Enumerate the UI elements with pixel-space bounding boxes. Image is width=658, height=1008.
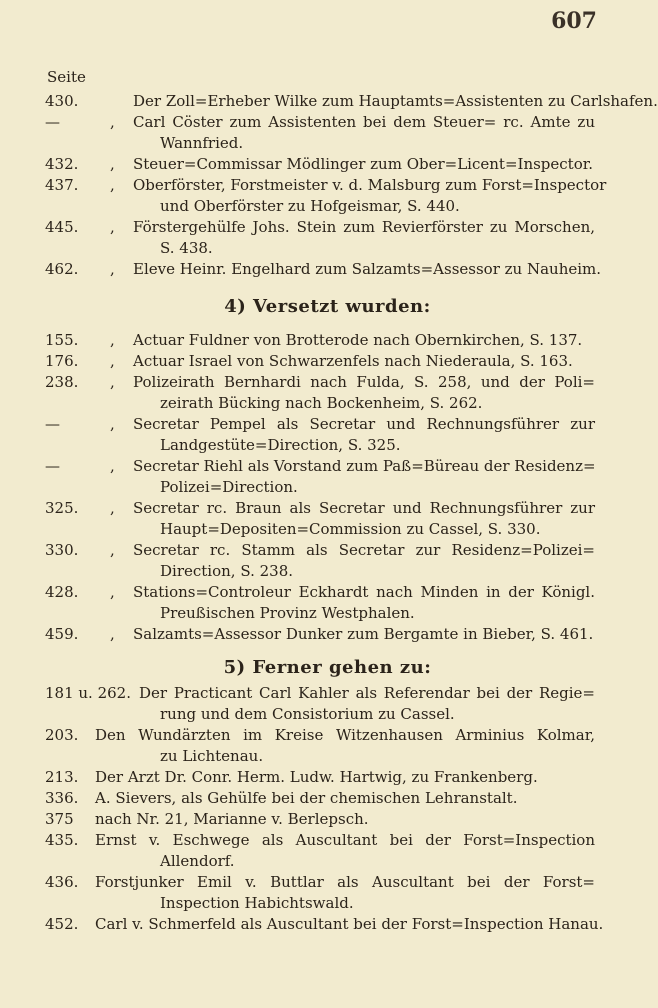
entry-text: Eleve Heinr. Engelhard zum Salzamts=Assessor zu Nauheim. — [133, 260, 602, 278]
entry-line — [0, 830, 655, 851]
list-entry — [0, 154, 655, 175]
list-entry — [0, 540, 655, 582]
entry-text: zeirath Bücking nach Bockenheim, S. 262. — [160, 394, 483, 412]
ditto-mark: , — [110, 218, 115, 236]
list-entry — [0, 351, 655, 372]
entry-text: Haupt=Depositen=Commission zu Cassel, S. 330. — [160, 520, 541, 538]
entry-text: Polizei=Direction. — [160, 478, 298, 496]
entry-page-number: 430. — [45, 92, 79, 110]
entry-line — [0, 112, 655, 133]
entry-text: Salzamts=Assessor Dunker zum Bergamte in Bieber, S. 461. — [133, 625, 594, 643]
entry-text: Förstergehülfe Johs. Stein zum Revierförster zu Morschen, — [133, 218, 595, 236]
list-entry — [0, 456, 655, 498]
entry-page-number: 213. — [45, 768, 79, 786]
entry-text: Direction, S. 238. — [160, 562, 294, 580]
entry-text: Der Zoll=Erheber Wilke zum Hauptamts=Assistenten zu Carlshafen. — [133, 92, 658, 110]
entry-text: Wannfried. — [160, 134, 244, 152]
entry-text: Actuar Israel von Schwarzenfels nach Niederaula, S. 163. — [133, 352, 573, 370]
entry-line — [0, 330, 655, 351]
list-entry — [0, 259, 655, 280]
entry-text: Stations=Controleur Eckhardt nach Minden in der Königl. — [133, 583, 595, 601]
entry-text: Preußischen Provinz Westphalen. — [160, 604, 415, 622]
entry-text: nach Nr. 21, Marianne v. Berlepsch. — [95, 810, 369, 828]
entry-text: Carl Cöster zum Assistenten bei dem Steuer= rc. Amte zu — [133, 113, 595, 131]
entry-line — [0, 259, 655, 280]
ditto-mark: , — [110, 155, 115, 173]
entry-page-number: 238. — [45, 373, 79, 391]
list-entry — [0, 498, 655, 540]
entry-page-number: 462. — [45, 260, 79, 278]
entry-text: Secretar Pempel als Secretar und Rechnungsführer zur — [133, 415, 595, 433]
list-entry — [0, 914, 655, 935]
section-heading-transfers: 4) Versetzt wurden: — [224, 296, 431, 317]
ditto-mark: , — [110, 176, 115, 194]
entry-page-number: 155. — [45, 331, 79, 349]
entry-line — [0, 477, 655, 498]
entry-line — [0, 196, 655, 217]
list-entry — [0, 830, 655, 872]
ditto-mark: , — [110, 331, 115, 349]
entry-text: Allendorf. — [160, 852, 235, 870]
entry-text: Carl v. Schmerfeld als Auscultant bei der Forst=Inspection Hanau. — [95, 915, 604, 933]
entry-text: Landgestüte=Direction, S. 325. — [160, 436, 401, 454]
entry-line — [0, 914, 655, 935]
entry-text: zu Lichtenau. — [160, 747, 264, 765]
entry-text: Ernst v. Eschwege als Auscultant bei der Forst=Inspection — [95, 831, 595, 849]
entry-line — [0, 893, 655, 914]
entry-page-number: 203. — [45, 726, 79, 744]
entry-page-number: 428. — [45, 583, 79, 601]
entry-line — [0, 767, 655, 788]
entry-page-number: — — [45, 113, 60, 131]
entry-text: Secretar rc. Braun als Secretar und Rechnungsführer zur — [133, 499, 595, 517]
entry-line — [0, 91, 658, 112]
entry-page-number: — — [45, 415, 60, 433]
entry-page-number: 452. — [45, 915, 79, 933]
entry-line — [0, 788, 655, 809]
entry-text: rung und dem Consistorium zu Cassel. — [160, 705, 455, 723]
ditto-mark: , — [110, 541, 115, 559]
entry-text: Den Wundärzten im Kreise Witzenhausen Arminius Kolmar, — [95, 726, 595, 744]
ditto-mark: , — [110, 260, 115, 278]
ditto-mark: , — [110, 352, 115, 370]
entry-text: S. 438. — [160, 239, 213, 257]
entry-page-number: 432. — [45, 155, 79, 173]
entry-page-number: — — [45, 457, 60, 475]
entry-page-number: 445. — [45, 218, 79, 236]
ditto-mark: , — [110, 625, 115, 643]
entry-page-number: 459. — [45, 625, 79, 643]
entry-text: Inspection Habichtswald. — [160, 894, 354, 912]
entry-line — [0, 435, 655, 456]
entry-line — [0, 238, 655, 259]
entry-page-number: 375 — [45, 810, 74, 828]
entry-line — [0, 414, 655, 435]
ditto-mark: , — [110, 373, 115, 391]
ditto-mark: , — [110, 113, 115, 131]
entry-text: A. Sievers, als Gehülfe bei der chemischen Lehranstalt. — [95, 789, 518, 807]
entry-text: Der Practicant Carl Kahler als Referendar bei der Regie= — [139, 684, 595, 702]
ditto-mark: , — [110, 499, 115, 517]
entry-line — [0, 540, 655, 561]
entry-text: Der Arzt Dr. Conr. Herm. Ludw. Hartwig, zu Frankenberg. — [95, 768, 538, 786]
list-entry — [0, 767, 655, 788]
column-label: Seite — [47, 68, 86, 86]
entry-line — [0, 809, 655, 830]
list-entry — [0, 582, 655, 624]
entry-line — [0, 683, 655, 704]
entry-text: und Oberförster zu Hofgeismar, S. 440. — [160, 197, 460, 215]
entry-text: Actuar Fuldner von Brotterode nach Obernkirchen, S. 137. — [133, 331, 583, 349]
ditto-mark: , — [110, 583, 115, 601]
entry-line — [0, 704, 655, 725]
entry-text: Steuer=Commissar Mödlinger zum Ober=Licent=Inspector. — [133, 155, 594, 173]
entry-text: Polizeirath Bernhardi nach Fulda, S. 258, und der Poli= — [133, 373, 595, 391]
entry-page-number: 336. — [45, 789, 79, 807]
list-entry — [0, 112, 655, 154]
entry-line — [0, 154, 655, 175]
entry-line — [0, 582, 655, 603]
entry-line — [0, 393, 655, 414]
entry-page-number: 435. — [45, 831, 79, 849]
section-heading-further: 5) Ferner gehen zu: — [223, 657, 432, 678]
entry-line — [0, 561, 655, 582]
entry-text: Secretar Riehl als Vorstand zum Paß=Büreau der Residenz= — [133, 457, 596, 475]
list-entry — [0, 725, 655, 767]
further-list — [0, 683, 655, 935]
list-entry — [0, 624, 655, 645]
entry-line — [0, 746, 655, 767]
entry-text: Oberförster, Forstmeister v. d. Malsburg zum Forst=Inspector — [133, 176, 607, 194]
entry-line — [0, 175, 655, 196]
list-entry — [0, 809, 655, 830]
list-entry — [0, 414, 655, 456]
entry-page-number: 436. — [45, 873, 79, 891]
entry-line — [0, 872, 655, 893]
entry-page-number: 325. — [45, 499, 79, 517]
entry-line — [0, 851, 655, 872]
appointments-list — [0, 91, 658, 280]
list-entry — [0, 330, 655, 351]
entry-page-number: 437. — [45, 176, 79, 194]
entry-line — [0, 624, 655, 645]
entry-line — [0, 456, 655, 477]
list-entry — [0, 175, 655, 217]
ditto-mark: , — [110, 415, 115, 433]
page-number: 607 — [551, 8, 597, 34]
entry-page-number: 330. — [45, 541, 79, 559]
entry-line — [0, 372, 655, 393]
entry-line — [0, 351, 655, 372]
list-entry — [0, 872, 655, 914]
entry-page-number: 176. — [45, 352, 79, 370]
ditto-mark: , — [110, 457, 115, 475]
entry-line — [0, 217, 655, 238]
entry-text: Secretar rc. Stamm als Secretar zur Residenz=Polizei= — [133, 541, 595, 559]
entry-line — [0, 725, 655, 746]
entry-page-number: 181 u. 262. — [45, 684, 131, 702]
list-entry — [0, 91, 658, 112]
list-entry — [0, 372, 655, 414]
transfers-list — [0, 330, 655, 645]
entry-text: Forstjunker Emil v. Buttlar als Auscultant bei der Forst= — [95, 873, 595, 891]
list-entry — [0, 217, 655, 259]
list-entry — [0, 683, 655, 725]
entry-line — [0, 603, 655, 624]
entry-line — [0, 498, 655, 519]
entry-line — [0, 133, 655, 154]
entry-line — [0, 519, 655, 540]
list-entry — [0, 788, 655, 809]
